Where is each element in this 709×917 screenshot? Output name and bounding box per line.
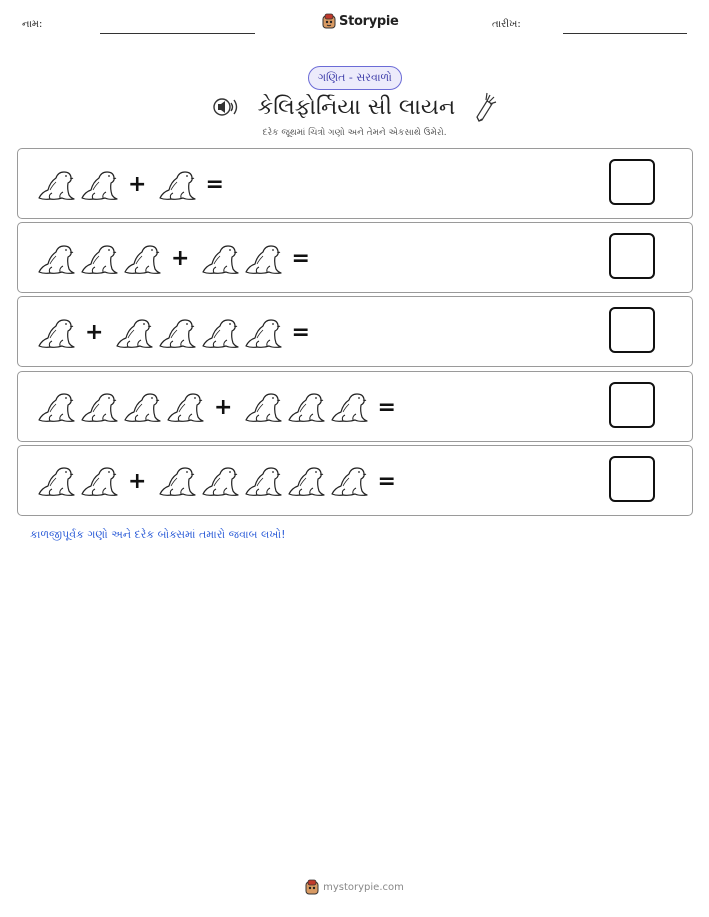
footer-note: કાળજીપૂર્વક ગણો અને દરેક બોક્સમાં તમારો જવાબ લખો! (30, 528, 286, 541)
problem-operands (36, 446, 396, 517)
sea-lion-icon (243, 390, 283, 424)
worksheet-title: કેલિફોર્નિયા સી લાયન (257, 94, 456, 120)
date-label: તારીખ: (492, 19, 521, 30)
brand-logo (322, 13, 399, 29)
sea-lion-icon (243, 464, 283, 498)
problem-row (17, 148, 693, 219)
plus-sign: + (171, 246, 190, 272)
problem-operands (36, 223, 310, 294)
sea-lion-icon (200, 242, 240, 276)
equals-sign: = (377, 394, 396, 420)
sea-lion-icon (157, 168, 197, 202)
date-line[interactable] (563, 33, 687, 34)
equals-sign: = (377, 468, 396, 494)
sea-lion-icon (114, 316, 154, 350)
speaker-icon[interactable] (212, 96, 240, 118)
name-label: નામ: (22, 19, 43, 30)
problem-row (17, 296, 693, 367)
problem-row (17, 371, 693, 442)
sea-lion-icon (122, 242, 162, 276)
sea-lion-icon (79, 168, 119, 202)
answer-box[interactable] (609, 382, 655, 428)
sea-lion-icon (36, 390, 76, 424)
answer-box[interactable] (609, 307, 655, 353)
sea-lion-icon (79, 242, 119, 276)
problem-operands (36, 372, 396, 443)
storypie-mascot-icon (322, 13, 336, 29)
plus-sign: + (214, 394, 233, 420)
sea-lion-icon (243, 242, 283, 276)
sea-lion-icon (79, 390, 119, 424)
problem-operands (36, 149, 224, 220)
pencil-icon (473, 91, 497, 123)
title-row (0, 90, 709, 124)
sea-lion-icon (157, 316, 197, 350)
sea-lion-icon (286, 390, 326, 424)
brand-name: Storypie (339, 13, 399, 29)
plus-sign: + (85, 320, 104, 346)
problem-operands (36, 297, 310, 368)
name-line[interactable] (100, 33, 255, 34)
answer-box[interactable] (609, 159, 655, 205)
sea-lion-icon (36, 316, 76, 350)
sea-lion-icon (329, 390, 369, 424)
sea-lion-icon (286, 464, 326, 498)
sea-lion-icon (157, 464, 197, 498)
plus-sign: + (128, 172, 147, 197)
plus-sign: + (128, 468, 147, 494)
footer-brand (0, 879, 709, 895)
sea-lion-icon (36, 168, 76, 202)
equals-sign: = (291, 320, 310, 346)
sea-lion-icon (122, 390, 162, 424)
answer-box[interactable] (609, 456, 655, 502)
worksheet-header (0, 0, 709, 48)
sea-lion-icon (200, 464, 240, 498)
problem-row (17, 222, 693, 293)
sea-lion-icon (36, 464, 76, 498)
instruction-text: દરેક જૂથમાં ચિત્રો ગણો અને તેમને એકસાથે ઉમેરો. (262, 128, 447, 138)
storypie-mascot-icon (305, 879, 319, 895)
equals-sign: = (291, 246, 310, 272)
subject-tag: ગણિત - સરવાળો (308, 66, 402, 90)
sea-lion-icon (243, 316, 283, 350)
problem-row (17, 445, 693, 516)
site-url[interactable]: mystorypie.com (323, 881, 404, 893)
equals-sign: = (205, 172, 224, 197)
sea-lion-icon (329, 464, 369, 498)
sea-lion-icon (36, 242, 76, 276)
sea-lion-icon (165, 390, 205, 424)
answer-box[interactable] (609, 233, 655, 279)
sea-lion-icon (79, 464, 119, 498)
sea-lion-icon (200, 316, 240, 350)
